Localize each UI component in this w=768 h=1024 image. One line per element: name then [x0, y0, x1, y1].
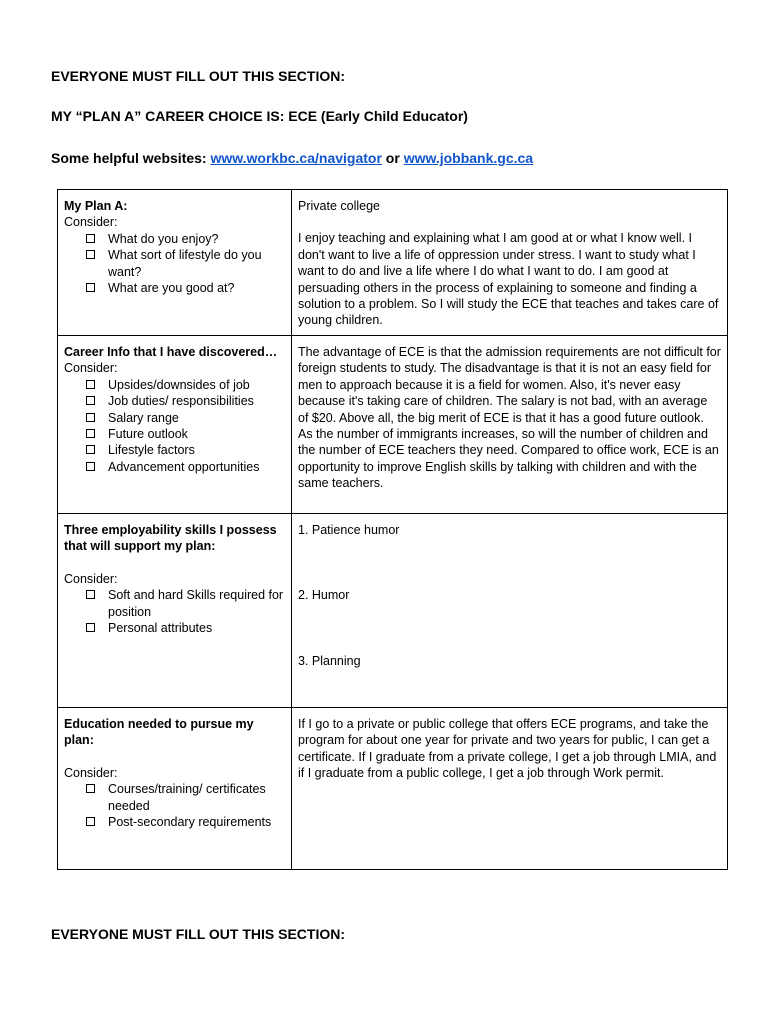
helpful-websites-line	[51, 150, 533, 166]
workbc-link[interactable]: www.workbc.ca/navigator	[210, 150, 382, 166]
checklist-item: Lifestyle factors	[86, 442, 285, 458]
checklist	[64, 231, 285, 297]
career-plan-table	[57, 189, 728, 870]
checkbox-icon[interactable]	[86, 250, 95, 259]
answer-text: The advantage of ECE is that the admission requirements are not difficult for foreign students to study. The disadvantage is that it is not an easy field for men to approach because it is a field for women. Also, it's never easy because it's taking care of children. The salary is not bad, with an average of $20. Above all, the big merit of ECE is that it has a good future outlook. As the number of immigrants increases, so will the number of children and the number of ECE teachers they need. Compared to office work, ECE is an opportunity to improve English skills by talking with children and with the same teachers.	[298, 345, 721, 491]
consider-label: Consider:	[64, 215, 118, 230]
checklist-item: Courses/training/ certificates needed	[86, 781, 285, 814]
section-heading-bottom: EVERYONE MUST FILL OUT THIS SECTION:	[51, 926, 346, 942]
checklist-item: Upsides/downsides of job	[86, 377, 285, 393]
checkbox-icon[interactable]	[86, 380, 95, 389]
websites-prefix: Some helpful websites:	[51, 150, 207, 166]
websites-or: or	[385, 150, 400, 166]
checklist-item: Soft and hard Skills required for position	[86, 587, 285, 620]
skill-3: 3. Planning	[298, 653, 361, 668]
answer-cell[interactable]	[292, 708, 728, 870]
jobbank-link[interactable]: www.jobbank.gc.ca	[403, 150, 534, 166]
answer-text: Private college	[298, 199, 380, 213]
row-label: My Plan A:	[64, 199, 128, 213]
consider-label: Consider:	[64, 571, 118, 586]
table-row	[58, 514, 728, 708]
answer-cell[interactable]	[292, 514, 728, 708]
checkbox-icon[interactable]	[86, 623, 95, 632]
checklist-item: Advancement opportunities	[86, 459, 285, 475]
checklist	[64, 781, 285, 830]
checklist-item: What do you enjoy?	[86, 231, 285, 247]
checkbox-icon[interactable]	[86, 429, 95, 438]
checklist-item: Salary range	[86, 410, 285, 426]
consider-label: Consider:	[64, 765, 118, 780]
checklist	[64, 587, 285, 636]
checklist-item: Personal attributes	[86, 620, 285, 636]
row-label-cell	[58, 336, 292, 514]
checklist-item: What are you good at?	[86, 280, 285, 296]
table-row	[58, 190, 728, 336]
career-choice-heading: MY “PLAN A” CAREER CHOICE IS: ECE (Early Child Educator)	[51, 108, 468, 124]
checkbox-icon[interactable]	[86, 462, 95, 471]
consider-label: Consider:	[64, 361, 118, 376]
row-label: Three employability skills I possess that will support my plan:	[64, 523, 277, 554]
row-label-cell	[58, 514, 292, 708]
checklist	[64, 377, 285, 475]
row-label: Education needed to pursue my plan:	[64, 717, 254, 748]
checkbox-icon[interactable]	[86, 445, 95, 454]
table-row	[58, 708, 728, 870]
checkbox-icon[interactable]	[86, 784, 95, 793]
answer-cell[interactable]	[292, 190, 728, 336]
checkbox-icon[interactable]	[86, 817, 95, 826]
checklist-item: Post-secondary requirements	[86, 814, 285, 830]
row-label-cell	[58, 708, 292, 870]
checklist-item: Future outlook	[86, 426, 285, 442]
answer-cell[interactable]	[292, 336, 728, 514]
checkbox-icon[interactable]	[86, 396, 95, 405]
checkbox-icon[interactable]	[86, 413, 95, 422]
skill-2: 2. Humor	[298, 588, 350, 603]
checkbox-icon[interactable]	[86, 590, 95, 599]
skill-1: 1. Patience humor	[298, 523, 400, 537]
answer-text: I enjoy teaching and explaining what I am good at or what I know well. I don't want to live a life of oppression under stress. I want to study what I want to do and live a life where I do what I want to do. I am good at persuading others in the process of explaining to someone and finding a solution to a problem. So I will study the ECE that teaches and takes care of young children.	[298, 231, 719, 328]
row-label: Career Info that I have discovered…	[64, 345, 278, 359]
checklist-item: What sort of lifestyle do you want?	[86, 247, 285, 280]
checkbox-icon[interactable]	[86, 283, 95, 292]
checklist-item: Job duties/ responsibilities	[86, 393, 285, 409]
answer-text: If I go to a private or public college that offers ECE programs, and take the program for about one year for private and two years for public, I can get a certificate. If I graduate from a private college, I get a job through LMIA, and if I graduate from a public college, I get a job through Work permit.	[298, 717, 717, 781]
section-heading-top: EVERYONE MUST FILL OUT THIS SECTION:	[51, 68, 346, 84]
table-row	[58, 336, 728, 514]
checkbox-icon[interactable]	[86, 234, 95, 243]
row-label-cell	[58, 190, 292, 336]
